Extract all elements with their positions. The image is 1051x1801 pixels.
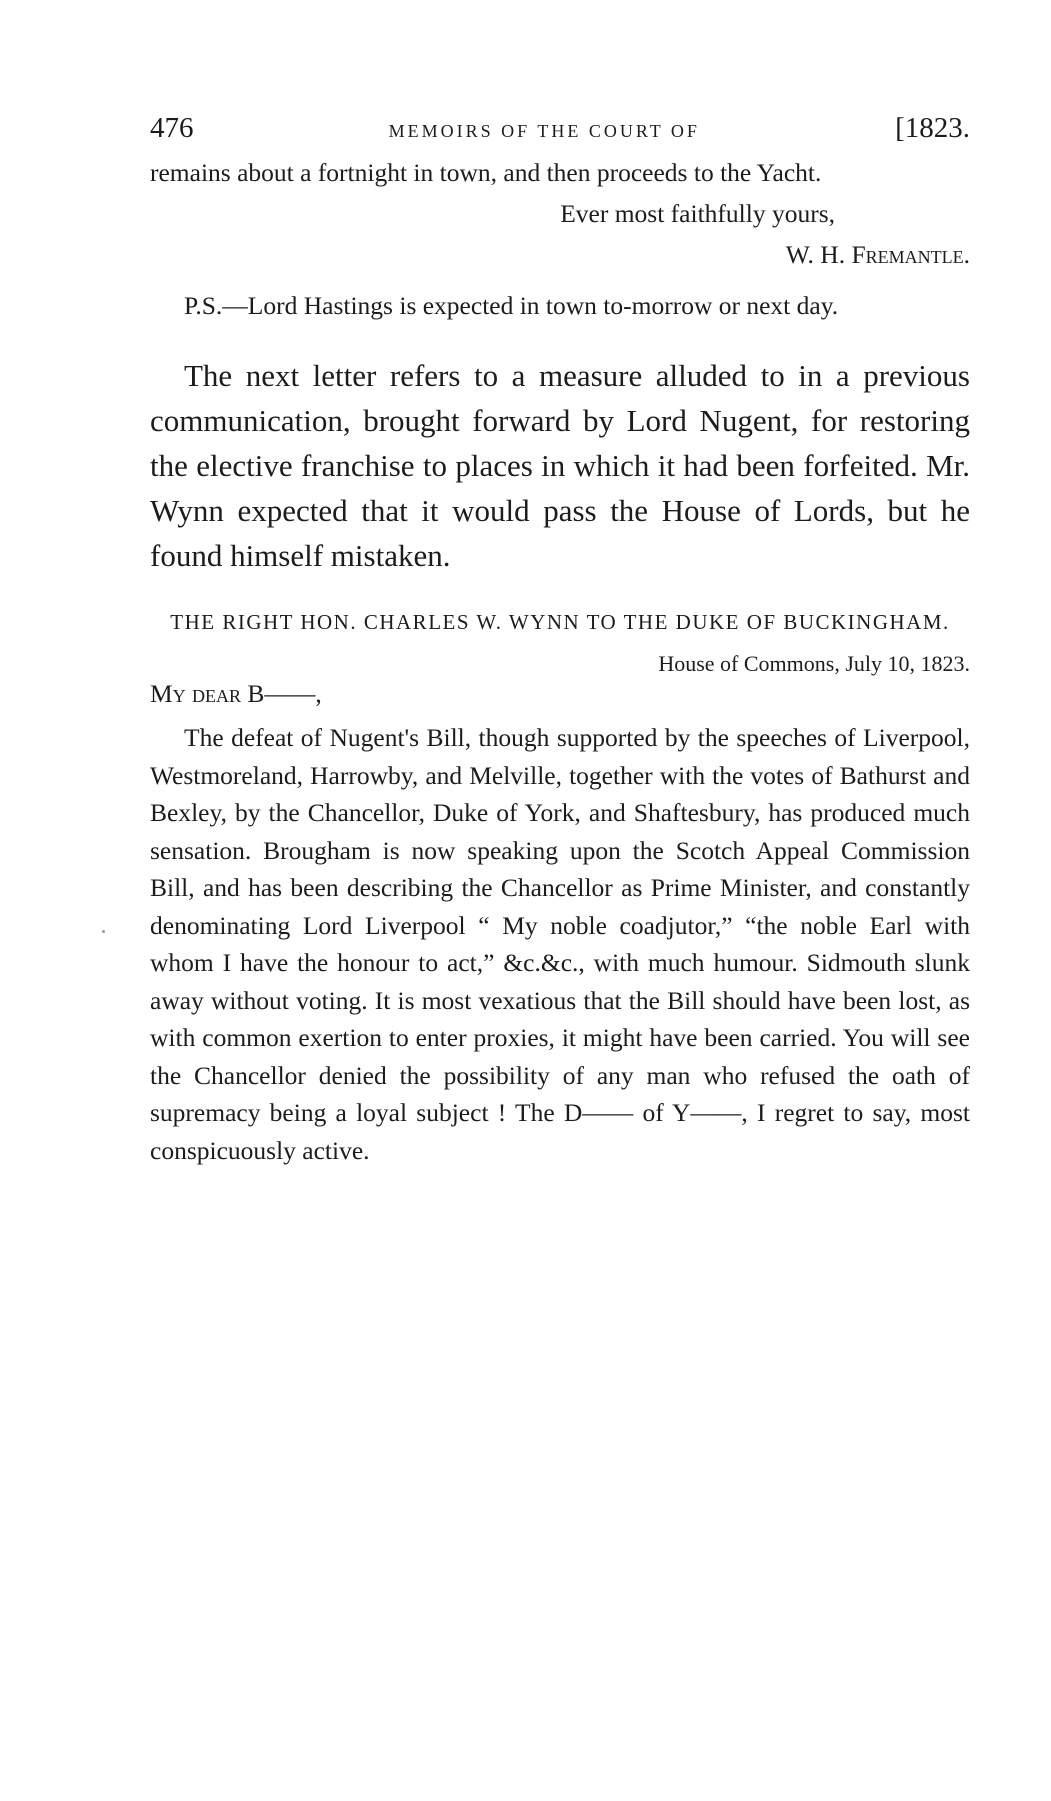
letter-salutation: My dear B——, xyxy=(150,679,322,708)
book-page xyxy=(150,112,970,1169)
running-head xyxy=(150,112,970,152)
margin-speck xyxy=(102,930,105,933)
signature: W. H. Fremantle. xyxy=(785,240,970,269)
narrative-paragraph: The next letter refers to a measure alluded to in a previous communication, brought forward by Lord Nugent, for restoring the elective franchise to places in which it had been forfeited. Mr. Wynn expected that it would pass the House of Lords, but he found himself mistaken. xyxy=(150,358,970,573)
letter-dateline: House of Commons, July 10, 1823. xyxy=(658,651,970,676)
previous-letter-ending xyxy=(150,152,970,193)
letter-body xyxy=(150,719,970,1169)
running-title: MEMOIRS OF THE COURT OF xyxy=(388,121,700,141)
previous-letter-closing-text: remains about a fortnight in town, and then proceeds to the Yacht. xyxy=(150,158,822,187)
editorial-narrative xyxy=(150,353,970,578)
valediction: Ever most faithfully yours, xyxy=(560,199,835,228)
postscript: P.S.—Lord Hastings is expected in town to-morrow or next day. xyxy=(184,291,839,320)
letter-body-paragraph: The defeat of Nugent's Bill, though supported by the speeches of Liverpool, Westmoreland, Harrowby, and Melville, together with the votes of Bathurst and Bexley, by the Chancellor, Duke of York, and Shaftesbury, has produced much sensation. Brougham is now speaking upon the Scotch Appeal Commission Bill, and has been describing the Chancellor as Prime Minister, and constantly denominating Lord Liverpool “ My noble coadjutor,” “the noble Earl with whom I have the honour to act,” &c.&c., with much humour. Sidmouth slunk away without voting. It is most vexatious that the Bill should have been lost, as with common exertion to enter proxies, it might have been carried. You will see the Chancellor denied the possibility of any man who refused the oath of supremacy being a loyal subject ! The D—— of Y——, I regret to say, most conspicuously active. xyxy=(150,723,970,1165)
running-year: [1823. xyxy=(895,112,970,144)
signoff xyxy=(150,193,970,275)
postscript-block xyxy=(150,285,970,326)
page-number: 476 xyxy=(150,112,194,144)
letter-heading: THE RIGHT HON. CHARLES W. WYNN TO THE DUKE OF BUCKINGHAM. xyxy=(170,610,950,634)
